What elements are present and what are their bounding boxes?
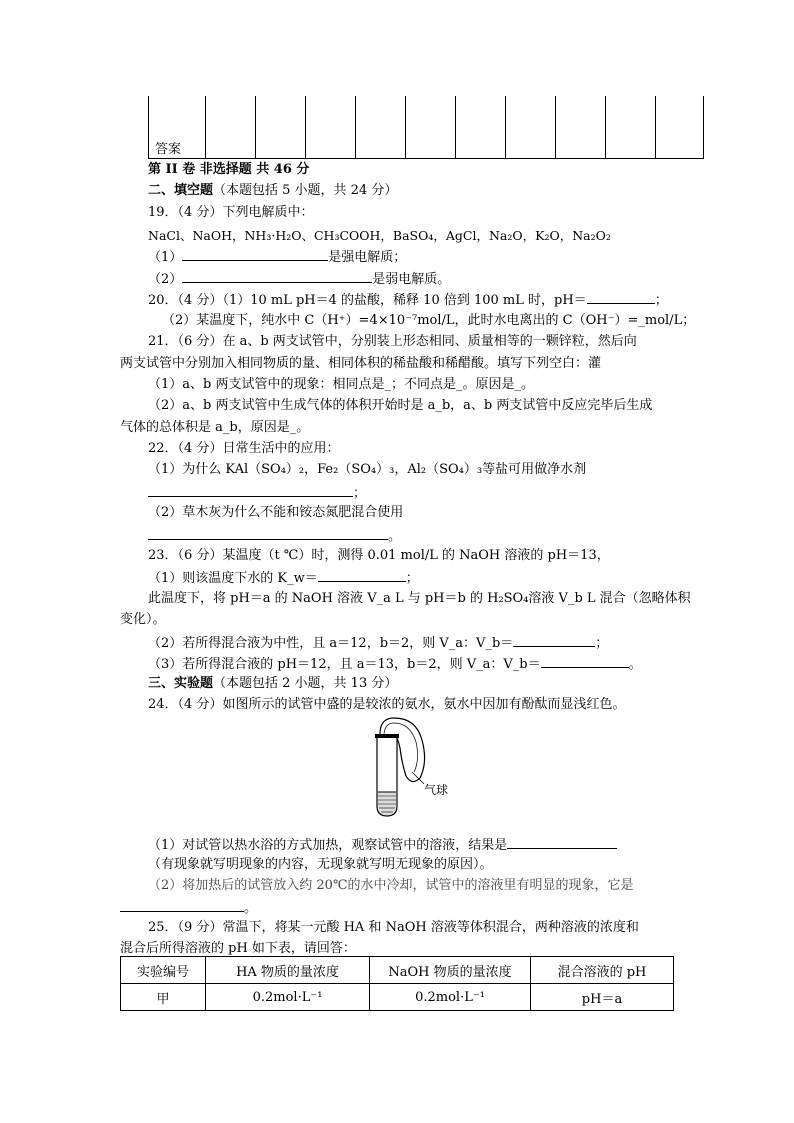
answer-cell[interactable] (306, 96, 356, 159)
q20-line1 (148, 291, 668, 309)
q22-stem: 22．（4 分）日常生活中的应用： (148, 441, 340, 456)
q19-line1-num: （1） (148, 250, 183, 265)
section2-title: 第 II 卷 非选择题 共 46 分 (148, 162, 310, 177)
q23-line1-end: ； (405, 571, 419, 586)
exp-section-title: 三、实验题 (148, 676, 214, 691)
q19-line1-tail: 是强电解质； (328, 250, 407, 265)
fill-section-note: （本题包括 5 小题，共 24 分） (213, 183, 398, 198)
liquid-icon (378, 792, 396, 815)
fill-section-heading (148, 183, 397, 199)
q21-line3: （1）a、b 两支试管中的现象：相同点是_；不同点是_。原因是_。 (148, 377, 534, 392)
q20-line2: （2）某温度下，纯水中 C（H⁺）=4×10⁻⁷mol/L，此时水电离出的 C（OH⁻）=_mol/L； (162, 313, 696, 328)
q23-line5 (148, 655, 642, 673)
table-header-row (121, 957, 674, 984)
answer-cell[interactable] (656, 96, 704, 159)
q22-blank2-end: 。 (388, 529, 402, 544)
q20-line1-text: 20．（4 分）（1）10 mL pH＝4 的盐酸，稀释 10 倍到 100 mL 时，pH＝ (148, 293, 587, 308)
q22-blank2[interactable] (148, 527, 388, 540)
balloon-icon (380, 718, 425, 782)
q23-line5-text: （3）若所得混合液的 pH＝12，且 a＝13，b＝2，则 V_a：V_b＝ (148, 657, 541, 672)
q22-line1: （1）为什么 KAl（SO₄）₂，Fe₂（SO₄）₃，Al₂（SO₄）₃等盐可用做净水剂 (148, 462, 587, 477)
q22-line2: （2）草木灰为什么不能和铵态氮肥混合使用 (148, 505, 404, 520)
q19-line2 (148, 270, 450, 288)
q23-stem: 23．（6 分）某温度（t ℃）时，测得 0.01 mol/L 的 NaOH 溶液的 pH＝13， (148, 548, 610, 563)
q23-blank3[interactable] (541, 655, 629, 668)
q19-line1 (148, 248, 406, 266)
q19-blank1[interactable] (182, 248, 328, 261)
q24-blank2[interactable] (120, 899, 244, 912)
q23-blank1[interactable] (318, 569, 406, 582)
answer-cell[interactable] (556, 96, 606, 159)
answer-cell[interactable] (406, 96, 456, 159)
q24-line1 (148, 836, 617, 854)
q20-blank1[interactable] (587, 291, 655, 304)
answer-cell[interactable] (456, 96, 506, 159)
q23-line2: 此温度下，将 pH＝a 的 NaOH 溶液 V_a L 与 pH＝b 的 H₂SO₄溶液 V_b L 混合（忽略体积 (148, 591, 691, 606)
q19-list: NaCl、NaOH，NH₃·H₂O、CH₃COOH，BaSO₄，AgCl，Na₂O，K₂O，Na₂O₂ (148, 228, 611, 243)
table-cell: 0.2mol·L⁻¹ (370, 984, 531, 1011)
answer-grid (148, 96, 704, 159)
table-cell: 甲 (121, 984, 206, 1011)
answer-cell[interactable] (506, 96, 556, 159)
answer-cell[interactable] (206, 96, 256, 159)
fill-section-title: 二、填空题 (148, 183, 214, 198)
q24-line4-end: 。 (244, 901, 258, 916)
table-cell: pH＝a (531, 984, 674, 1011)
test-tube-diagram (360, 712, 480, 822)
q25-data-table (120, 956, 674, 1011)
q24-line3: （2）将加热后的试管放入约 20℃的水中冷却，试管中的溶液里有明显的现象，它是 (148, 878, 634, 893)
q23-line3: 变化）。 (120, 612, 166, 627)
table-header: 实验编号 (121, 957, 206, 984)
q25-line1: 25．（9 分）常温下，将某一元酸 HA 和 NaOH 溶液等体积混合，两种溶液的浓度和 (148, 920, 639, 935)
q23-line4 (148, 634, 608, 652)
q24-line4 (120, 899, 257, 917)
q24-blank1[interactable] (507, 836, 617, 849)
table-cell: 0.2mol·L⁻¹ (206, 984, 370, 1011)
q21-line4: （2）a、b 两支试管中生成气体的体积开始时是 a_b，a、b 两支试管中反应完毕后生成 (148, 398, 653, 413)
q23-line5-end: 。 (628, 657, 642, 672)
answer-cell[interactable] (606, 96, 656, 159)
q23-line1-text: （1）则该温度下水的 K_w＝ (148, 571, 318, 586)
answer-cell[interactable] (356, 96, 406, 159)
q21-line1: 21．（6 分）在 a、b 两支试管中，分别装上形态相同、质量相等的一颗锌粒，然后向 (148, 334, 637, 349)
q25-line2: 混合后所得溶液的 pH 如下表，请回答： (120, 941, 356, 956)
q23-line1 (148, 569, 419, 587)
q20-line1-end: ； (654, 293, 668, 308)
table-header: HA 物质的量浓度 (206, 957, 370, 984)
q21-line2: 两支试管中分别加入相同物质的量、相同体积的稀盐酸和稀醋酸。填写下列空白：灌 (120, 356, 602, 371)
q19-blank2[interactable] (182, 270, 372, 283)
answer-row-label: 答案 (149, 96, 206, 159)
q23-line4-end: ； (595, 636, 609, 651)
q22-blank1-end: ； (353, 486, 367, 501)
q23-blank2[interactable] (513, 634, 595, 647)
q22-blank1-row (148, 484, 366, 502)
answer-cell[interactable] (256, 96, 306, 159)
table-header: NaOH 物质的量浓度 (370, 957, 531, 984)
q23-line4-text: （2）若所得混合液为中性，且 a＝12，b＝2，则 V_a：V_b＝ (148, 636, 514, 651)
q19-line2-num: （2） (148, 272, 183, 287)
q24-stem: 24．（4 分）如图所示的试管中盛的是较浓的氨水，氨水中因加有酚酞而显浅红色。 (148, 697, 626, 712)
table-row (121, 984, 674, 1011)
table-header: 混合溶液的 pH (531, 957, 674, 984)
answer-row (149, 96, 704, 159)
q19-line2-tail: 是弱电解质。 (372, 272, 451, 287)
q19-stem: 19．（4 分）下列电解质中： (148, 205, 314, 220)
q22-blank2-row (148, 527, 401, 545)
q24-line2: （有现象就写明现象的内容，无现象就写明无现象的原因）。 (148, 857, 493, 872)
balloon-label: 气球 (424, 783, 449, 797)
exp-section-note: （本题包括 2 小题，共 13 分） (213, 676, 398, 691)
q24-line1-text: （1）对试管以热水浴的方式加热，观察试管中的溶液，结果是 (148, 838, 508, 853)
q22-blank1[interactable] (148, 484, 353, 497)
exp-section-heading (148, 676, 397, 692)
q21-line5: 气体的总体积是 a_b，原因是_。 (120, 420, 310, 435)
